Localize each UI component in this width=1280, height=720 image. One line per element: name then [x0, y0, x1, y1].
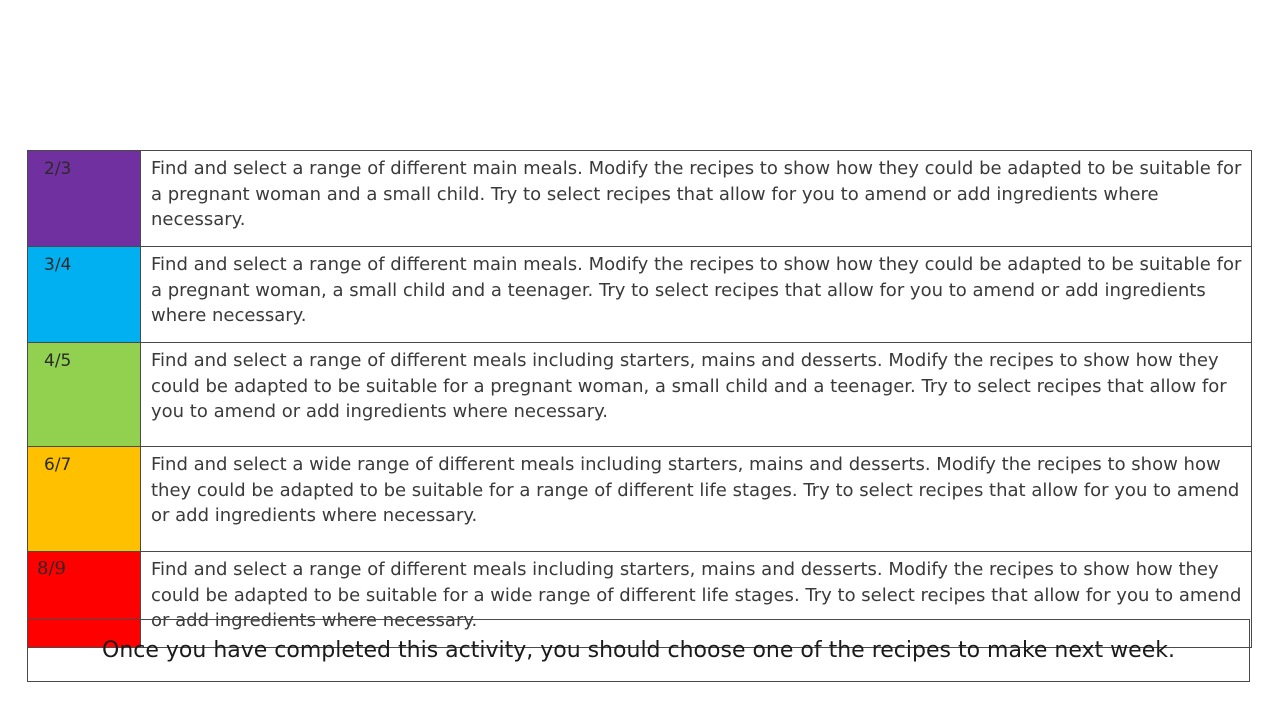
- grade-label: 6/7: [44, 455, 72, 475]
- table-row: [28, 247, 1252, 343]
- task-description: Find and select a range of different main meals. Modify the recipes to show how they could be adapted to be suitable for a pregnant woman, a small child and a teenager. Try to select recipes that allow for you to amend or add ingredients where necessary.: [141, 247, 1252, 343]
- grade-cell-2-3: [28, 151, 141, 247]
- table-row: [28, 343, 1252, 447]
- task-table: [27, 150, 1252, 648]
- grade-label: 4/5: [44, 351, 72, 371]
- table-row: [28, 151, 1252, 247]
- task-description: Find and select a range of different meals including starters, mains and desserts. Modify the recipes to show how they could be adapted to be suitable for a pregnant woman, a small child and a teenager. Try to select recipes that allow for you to amend or add ingredients where necessary.: [141, 343, 1252, 447]
- grade-label: 3/4: [44, 255, 72, 275]
- grade-label: 2/3: [44, 159, 72, 179]
- grade-cell-3-4: [28, 247, 141, 343]
- task-description: Find and select a range of different meals including starters, mains and desserts. Modify the recipes to show how they could be adapted to be suitable for a wide range of different life stages. Try to select recipes that allow for you to amend or add ingredients where necessary.: [141, 552, 1252, 648]
- activity-note: [27, 619, 1250, 682]
- grade-cell-4-5: [28, 343, 141, 447]
- grade-label: 8/9: [37, 558, 66, 579]
- table-row: [28, 447, 1252, 552]
- grade-cell-6-7: [28, 447, 141, 552]
- task-description: Find and select a wide range of different meals including starters, mains and desserts. Modify the recipes to show how they could be adapted to be suitable for a range of different life stages. Try to select recipes that allow for you to amend or add ingredients where necessary.: [141, 447, 1252, 552]
- activity-note-text: Once you have completed this activity, you should choose one of the recipes to make next week.: [102, 638, 1175, 663]
- task-description: Find and select a range of different main meals. Modify the recipes to show how they could be adapted to be suitable for a pregnant woman and a small child. Try to select recipes that allow for you to amend or add ingredients where necessary.: [141, 151, 1252, 247]
